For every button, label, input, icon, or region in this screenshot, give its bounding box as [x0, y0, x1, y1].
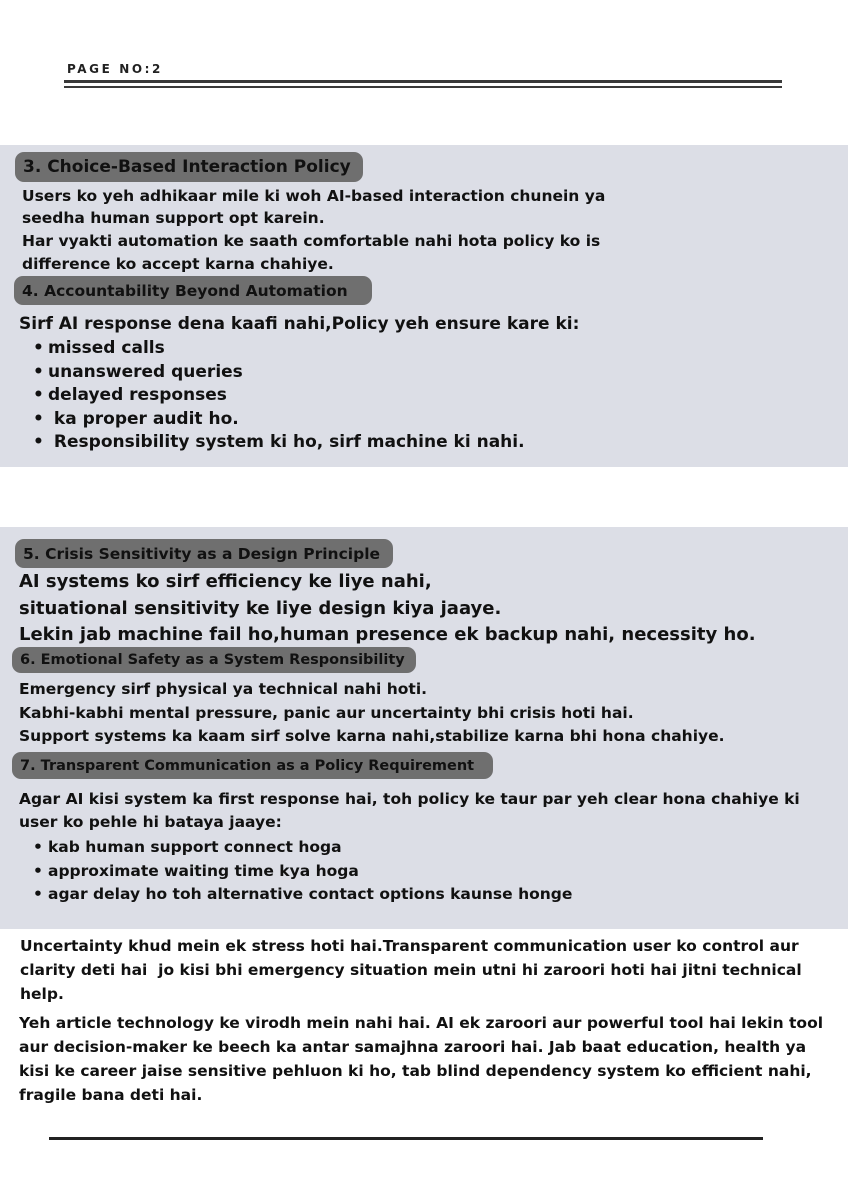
- paragraph-line: Emergency sirf physical ya technical nahi hoti.: [19, 680, 428, 698]
- paragraph-line: seedha human support opt karein.: [22, 209, 325, 227]
- list-item: • delayed responses: [30, 384, 525, 408]
- section-heading-4: 4. Accountability Beyond Automation: [14, 276, 372, 305]
- header-rule: [64, 80, 782, 83]
- section-heading-6: 6. Emotional Safety as a System Responsibility: [12, 647, 416, 673]
- paragraph-line: kisi ke career jaise sensitive pehluon ki ho, tab blind dependency system ko efficient nahi,: [19, 1062, 812, 1080]
- paragraph-line: Uncertainty khud mein ek stress hoti hai.Transparent communication user ko control aur: [20, 937, 799, 955]
- paragraph-line: Agar AI kisi system ka first response hai, toh policy ke taur par yeh clear hona chahiye ki: [19, 790, 800, 808]
- paragraph-line: Sirf AI response dena kaafi nahi,Policy yeh ensure kare ki:: [19, 314, 580, 334]
- paragraph-line: Users ko yeh adhikaar mile ki woh AI-based interaction chunein ya: [22, 187, 606, 205]
- section-heading-3: 3. Choice-Based Interaction Policy: [15, 152, 363, 182]
- list-item: • unanswered queries: [30, 361, 525, 385]
- paragraph-line: Har vyakti automation ke saath comfortable nahi hota policy ko is: [22, 232, 601, 250]
- bullet-list-accountability: [30, 337, 525, 455]
- paragraph-line: Yeh article technology ke virodh mein nahi hai. AI ek zaroori aur powerful tool hai lekin tool: [19, 1014, 824, 1032]
- paragraph-line: Support systems ka kaam sirf solve karna nahi,stabilize karna bhi hona chahiye.: [19, 727, 725, 745]
- section-heading-5: 5. Crisis Sensitivity as a Design Principle: [15, 539, 393, 568]
- paragraph-line: user ko pehle hi bataya jaaye:: [19, 813, 282, 831]
- paragraph-line: help.: [20, 985, 64, 1003]
- list-item: • agar delay ho toh alternative contact options kaunse honge: [30, 883, 572, 907]
- paragraph-line: difference ko accept karna chahiye.: [22, 255, 334, 273]
- paragraph-line: clarity deti hai jo kisi bhi emergency situation mein utni hi zaroori hoti hai jitni technical: [20, 961, 802, 979]
- paragraph-line: Kabhi-kabhi mental pressure, panic aur uncertainty bhi crisis hoti hai.: [19, 704, 634, 722]
- paragraph-line: situational sensitivity ke liye design kiya jaaye.: [19, 598, 502, 619]
- footer-rule: [49, 1137, 763, 1140]
- list-item: • missed calls: [30, 337, 525, 361]
- page-number: PAGE NO:2: [67, 62, 163, 76]
- paragraph-line: fragile bana deti hai.: [19, 1086, 203, 1104]
- bullet-list-transparency: [30, 836, 572, 907]
- paragraph-line: AI systems ko sirf efficiency ke liye nahi,: [19, 571, 432, 592]
- list-item: • approximate waiting time kya hoga: [30, 860, 572, 884]
- header-rule-secondary: [64, 86, 782, 88]
- paragraph-line: aur decision-maker ke beech ka antar samajhna zaroori hai. Jab baat education, health ya: [19, 1038, 807, 1056]
- list-item: • Responsibility system ki ho, sirf machine ki nahi.: [30, 431, 525, 455]
- section-heading-7: 7. Transparent Communication as a Policy Requirement: [12, 752, 493, 779]
- paragraph-line: Lekin jab machine fail ho,human presence ek backup nahi, necessity ho.: [19, 624, 756, 645]
- list-item: • kab human support connect hoga: [30, 836, 572, 860]
- list-item: • ka proper audit ho.: [30, 408, 525, 432]
